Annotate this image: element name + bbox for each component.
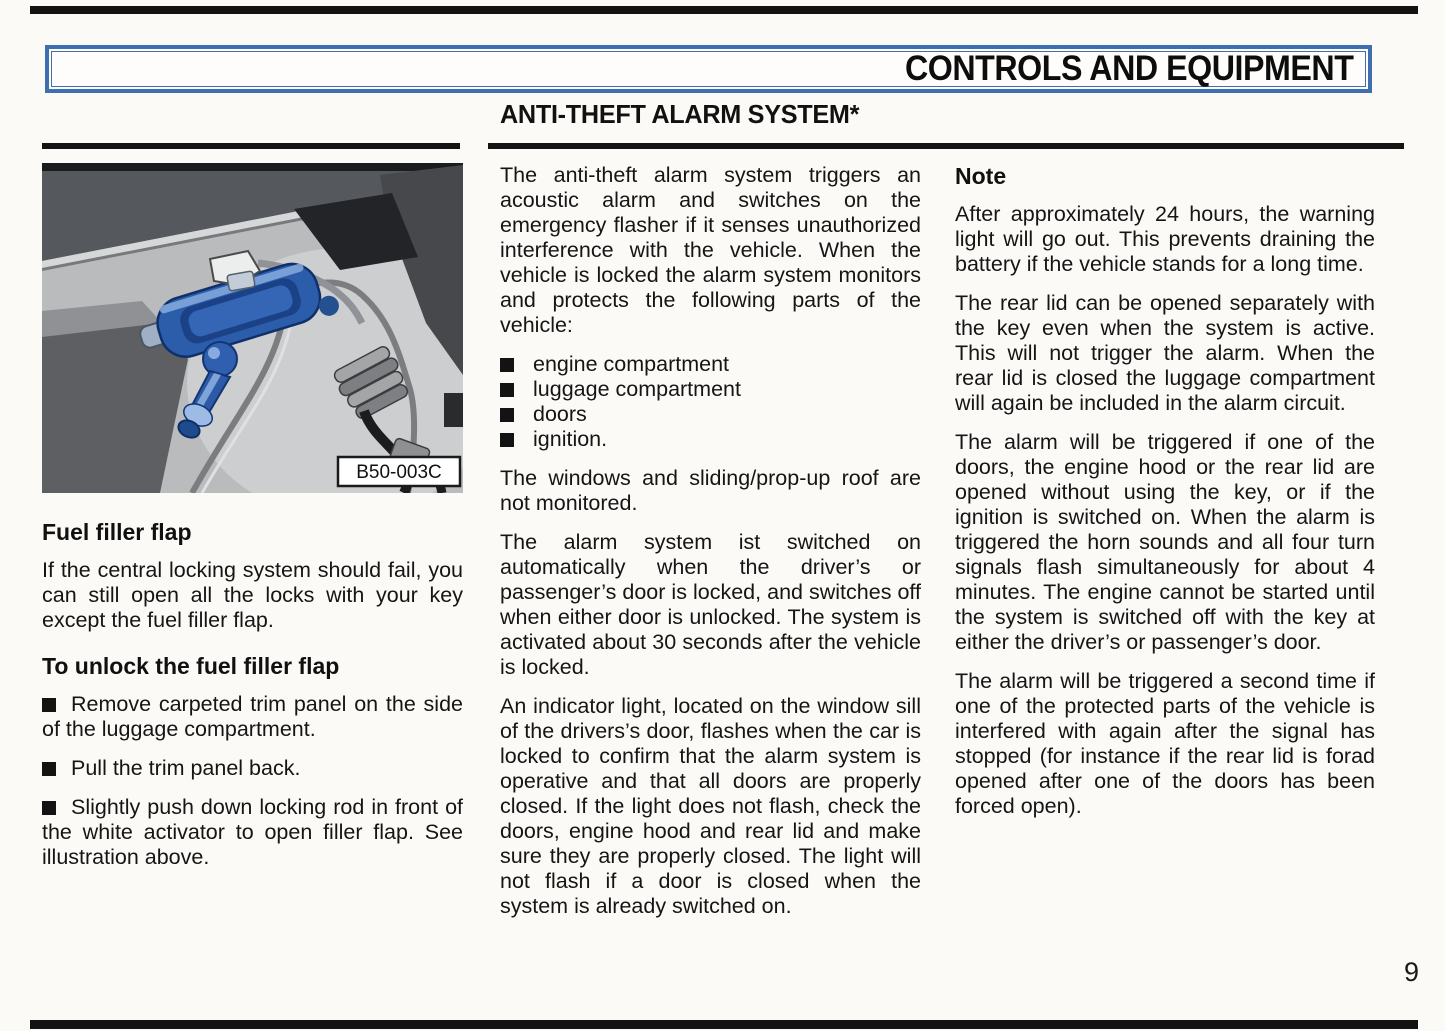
page-number: 9 — [1404, 957, 1420, 987]
left-column-rule — [42, 143, 460, 149]
note-paragraph-4: The alarm will be triggered a second time if one of the protected parts of the vehicle is interfered with again after the signal has stopped (for instance if the rear lid is forad opened after one of the doors has been forced open). — [955, 669, 1375, 818]
list-item-text: engine compartment — [533, 352, 729, 376]
middle-column — [500, 163, 921, 933]
list-item-text: ignition. — [533, 427, 608, 451]
list-item — [500, 377, 921, 402]
header-banner-inner — [51, 51, 1366, 87]
luggage-compartment-figure — [42, 163, 463, 493]
unlock-step-1 — [42, 692, 463, 742]
note-paragraph-3: The alarm will be triggered if one of the doors, the engine hood or the rear lid are opened without using the key, or if the ignition is switched on. When the alarm is triggered the horn sounds and all four turn signals flash simultaneously for about 4 minutes. The engine cannot be started until the system is switched off with the key at either the driver’s or passenger’s door. — [955, 430, 1375, 654]
unlock-fuel-filler-heading: To unlock the fuel filler flap — [42, 653, 340, 679]
page-title: CONTROLS AND EQUIPMENT — [904, 49, 1353, 88]
bullet-square-icon — [500, 433, 514, 447]
unlock-step-2-text: Pull the trim panel back. — [71, 756, 301, 780]
bullet-square-icon — [42, 801, 56, 815]
right-column — [955, 163, 1375, 833]
page-bottom-rule — [30, 1020, 1418, 1029]
figure-label: B50-003C — [356, 462, 442, 483]
bullet-square-icon — [42, 762, 56, 776]
auto-switch-paragraph: The alarm system ist switched on automatically when the driver’s or passenger’s door is locked, and switches off when either door is unlocked. The system is activated about 30 seconds after the vehicle is locked. — [500, 530, 921, 679]
alarm-intro-paragraph: The anti-theft alarm system triggers an acoustic alarm and switches on the emergency flasher if it senses unauthorized interference with the vehicle. When the vehicle is locked the alarm system monitors and protects the following parts of the vehicle: — [500, 163, 921, 337]
list-item — [500, 352, 921, 377]
figure-illustration — [42, 163, 463, 493]
main-column-rule — [488, 143, 1404, 149]
header-banner — [45, 45, 1372, 93]
note-heading: Note — [955, 163, 1007, 189]
unlock-step-3 — [42, 795, 463, 870]
note-paragraph-2: The rear lid can be opened separately with the key even when the system is active. This will not trigger the alarm. When the rear lid is closed the luggage compartment will again be included in the alarm circuit. — [955, 291, 1375, 415]
fuel-filler-flap-paragraph: If the central locking system should fail, you can still open all the locks with your key except the fuel filler flap. — [42, 558, 463, 632]
list-item — [500, 427, 921, 452]
unlock-step-2 — [42, 756, 463, 781]
unlock-step-3-text: Slightly push down locking rod in front of the white activator to open filler flap. See illustration above. — [42, 795, 463, 869]
bullet-square-icon — [42, 698, 56, 712]
list-item — [500, 402, 921, 427]
bullet-square-icon — [500, 408, 514, 422]
section-heading: ANTI-THEFT ALARM SYSTEM* — [500, 99, 860, 129]
list-item-text: luggage compartment — [533, 377, 741, 401]
bullet-square-icon — [500, 383, 514, 397]
left-column — [42, 519, 463, 884]
bullet-square-icon — [500, 358, 514, 372]
unlock-step-1-text: Remove carpeted trim panel on the side of the luggage compartment. — [42, 692, 463, 741]
fuel-filler-flap-heading: Fuel filler flap — [42, 519, 192, 545]
monitored-parts-list — [500, 352, 921, 452]
windows-paragraph: The windows and sliding/prop-up roof are not monitored. — [500, 466, 921, 515]
list-item-text: doors — [533, 402, 587, 426]
indicator-light-paragraph: An indicator light, located on the window sill of the drivers’s door, flashes when the car is locked to confirm that the alarm system is operative and that all doors are properly closed. If the light does not flash, check the doors, engine hood and rear lid and make sure they are properly closed. The light will not flash if a door is closed when the system is already switched on. — [500, 694, 921, 918]
page-top-rule — [30, 6, 1418, 14]
note-paragraph-1: After approximately 24 hours, the warning light will go out. This prevents draining the battery if the vehicle stands for a long time. — [955, 202, 1375, 276]
